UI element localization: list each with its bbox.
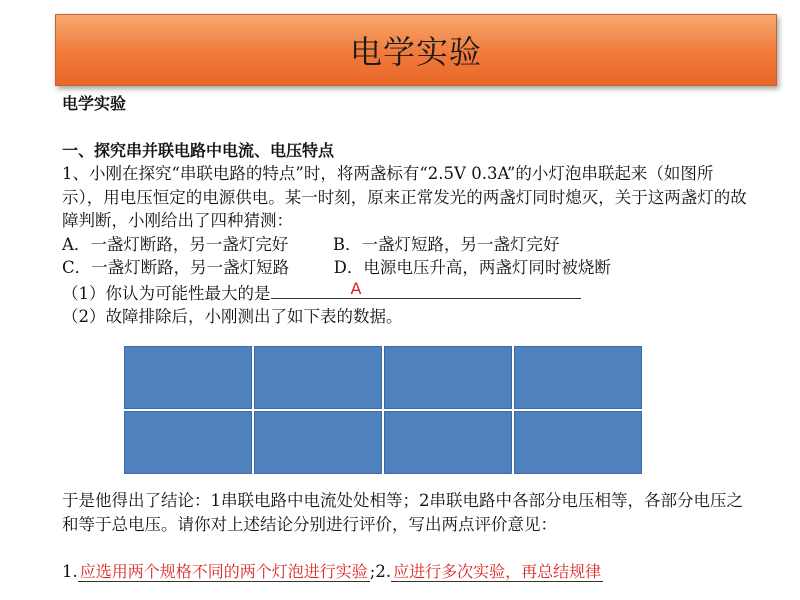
question-stem: 1、小刚在探究“串联电路的特点”时，将两盏标有“2.5V 0.3A”的小灯泡串联起来（如图所示），用电压恒定的电源供电。某一时刻，原来正常发光的两盏灯同时熄灭，关于这两盏灯的故障判断，小刚给出了四种猜测： bbox=[62, 164, 747, 230]
suggestion-separator: ;2. bbox=[369, 562, 392, 581]
table-cell bbox=[124, 346, 252, 409]
part2-prompt: （2）故障排除后，小刚测出了如下表的数据。 bbox=[62, 307, 403, 326]
page-title: 电学实验 bbox=[349, 33, 482, 71]
section-subheading: 一、探究串并联电路中电流、电压特点 bbox=[62, 140, 335, 160]
table-cell bbox=[384, 411, 512, 474]
table-cell bbox=[124, 411, 252, 474]
spacer bbox=[62, 116, 752, 139]
part1-line bbox=[62, 280, 752, 306]
suggestion-2: 应进行多次实验，再总结规律 bbox=[393, 562, 602, 581]
suggestion-1: 应选用两个规格不同的两个灯泡进行实验 bbox=[79, 562, 368, 581]
option-a: A．一盏灯断路，另一盏灯完好 bbox=[62, 234, 289, 254]
option-d: D．电源电压升高，两盏灯同时被烧断 bbox=[333, 258, 611, 277]
option-b: B．一盏灯短路，另一盏灯完好 bbox=[332, 234, 560, 254]
question-content bbox=[62, 92, 752, 329]
table-cell bbox=[384, 346, 512, 409]
data-table bbox=[122, 344, 644, 476]
title-bar bbox=[55, 14, 777, 86]
options-row-2 bbox=[62, 256, 752, 280]
suggestion-1-prefix: 1. bbox=[62, 562, 78, 581]
options-row-1 bbox=[62, 233, 752, 257]
table-cell bbox=[254, 346, 382, 409]
section-heading: 电学实验 bbox=[62, 94, 127, 113]
option-c: C．一盏灯断路，另一盏灯短路 bbox=[62, 258, 290, 277]
table-cell bbox=[254, 411, 382, 474]
part1-answer: A bbox=[350, 278, 362, 298]
answer-blank bbox=[271, 280, 581, 299]
part1-prompt: （1）你认为可能性最大的是 bbox=[62, 283, 271, 303]
table-cell bbox=[514, 411, 642, 474]
table-cell bbox=[514, 346, 642, 409]
table-row bbox=[124, 411, 642, 474]
conclusion-text: 于是他得出了结论：1串联电路中电流处处相等；2串联电路中各部分电压相等，各部分电压之和等于总电压。请你对上述结论分别进行评价，写出两点评价意见： bbox=[62, 491, 743, 534]
suggestions-line bbox=[62, 560, 762, 583]
table-row bbox=[124, 346, 642, 409]
